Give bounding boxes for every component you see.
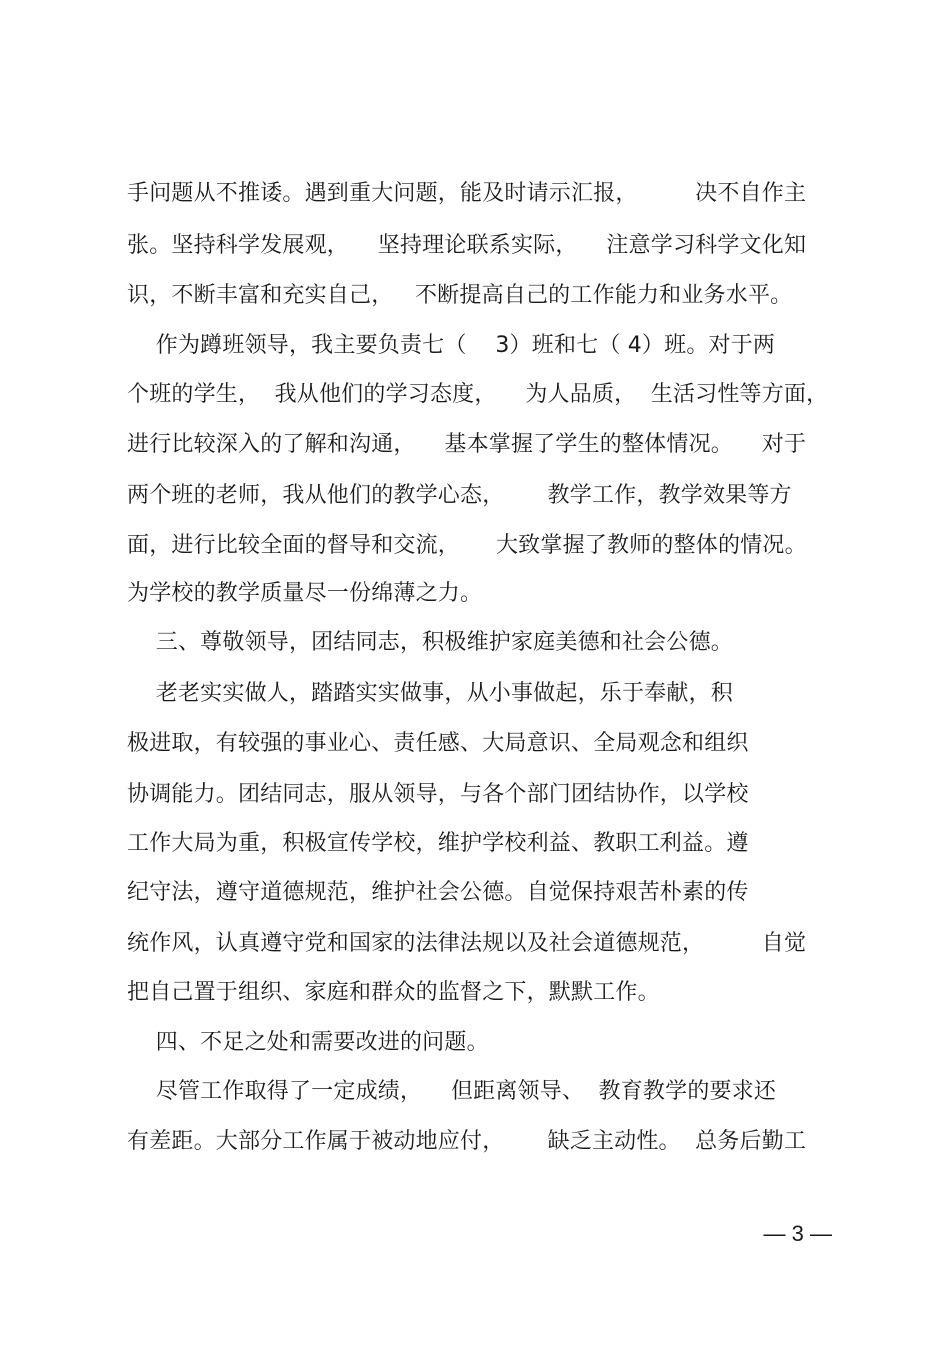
text-line: 面，进行比较全面的督导和交流， 大致掌握了教师的整体的情况。 bbox=[127, 533, 807, 558]
text-line: 识，不断丰富和充实自己， 不断提高自己的工作能力和业务水平。 bbox=[127, 283, 793, 308]
text-line: 把自己置于组织、家庭和群众的监督之下，默默工作。 bbox=[127, 980, 660, 1005]
text-line: 个班的学生， 我从他们的学习态度， 为人品质， 生活习性等方面， bbox=[127, 382, 829, 407]
text-line: 有差距。大部分工作属于被动地应付， 缺乏主动性。 总务后勤工 bbox=[127, 1129, 807, 1154]
text-line: 为学校的教学质量尽一份绵薄之力。 bbox=[127, 581, 483, 606]
page-number: — 3 — bbox=[763, 1221, 832, 1246]
text-line: 进行比较深入的了解和沟通， 基本掌握了学生的整体情况。 对于 bbox=[127, 432, 807, 457]
text-line: 两个班的老师，我从他们的教学心态， 教学工作，教学效果等方 bbox=[127, 483, 792, 508]
text-line: 尽管工作取得了一定成绩， 但距离领导、 教育教学的要求还 bbox=[127, 1079, 777, 1104]
text-line: 极进取，有较强的事业心、责任感、大局意识、全局观念和组织 bbox=[127, 731, 749, 756]
text-line: 作为蹲班领导，我主要负责七（ 3）班和七（ 4）班。对于两 bbox=[127, 333, 776, 358]
text-line: 纪守法，遵守道德规范，维护社会公德。自觉保持艰苦朴素的传 bbox=[127, 880, 749, 905]
text-line: 张。坚持科学发展观， 坚持理论联系实际， 注意学习科学文化知 bbox=[127, 233, 807, 258]
text-line: 协调能力。团结同志，服从领导，与各个部门团结协作，以学校 bbox=[127, 782, 749, 807]
text-line: 手问题从不推诿。遇到重大问题，能及时请示汇报， 决不自作主 bbox=[127, 181, 807, 206]
text-line: 工作大局为重，积极宣传学校，维护学校利益、教职工利益。遵 bbox=[127, 831, 749, 856]
section-heading: 四、不足之处和需要改进的问题。 bbox=[127, 1030, 489, 1055]
section-heading: 三、尊敬领导，团结同志，积极维护家庭美德和社会公德。 bbox=[127, 630, 733, 655]
text-line: 老老实实做人，踏踏实实做事，从小事做起，乐于奉献，积 bbox=[127, 681, 733, 706]
text-line: 统作风，认真遵守党和国家的法律法规以及社会道德规范， 自觉 bbox=[127, 931, 807, 956]
